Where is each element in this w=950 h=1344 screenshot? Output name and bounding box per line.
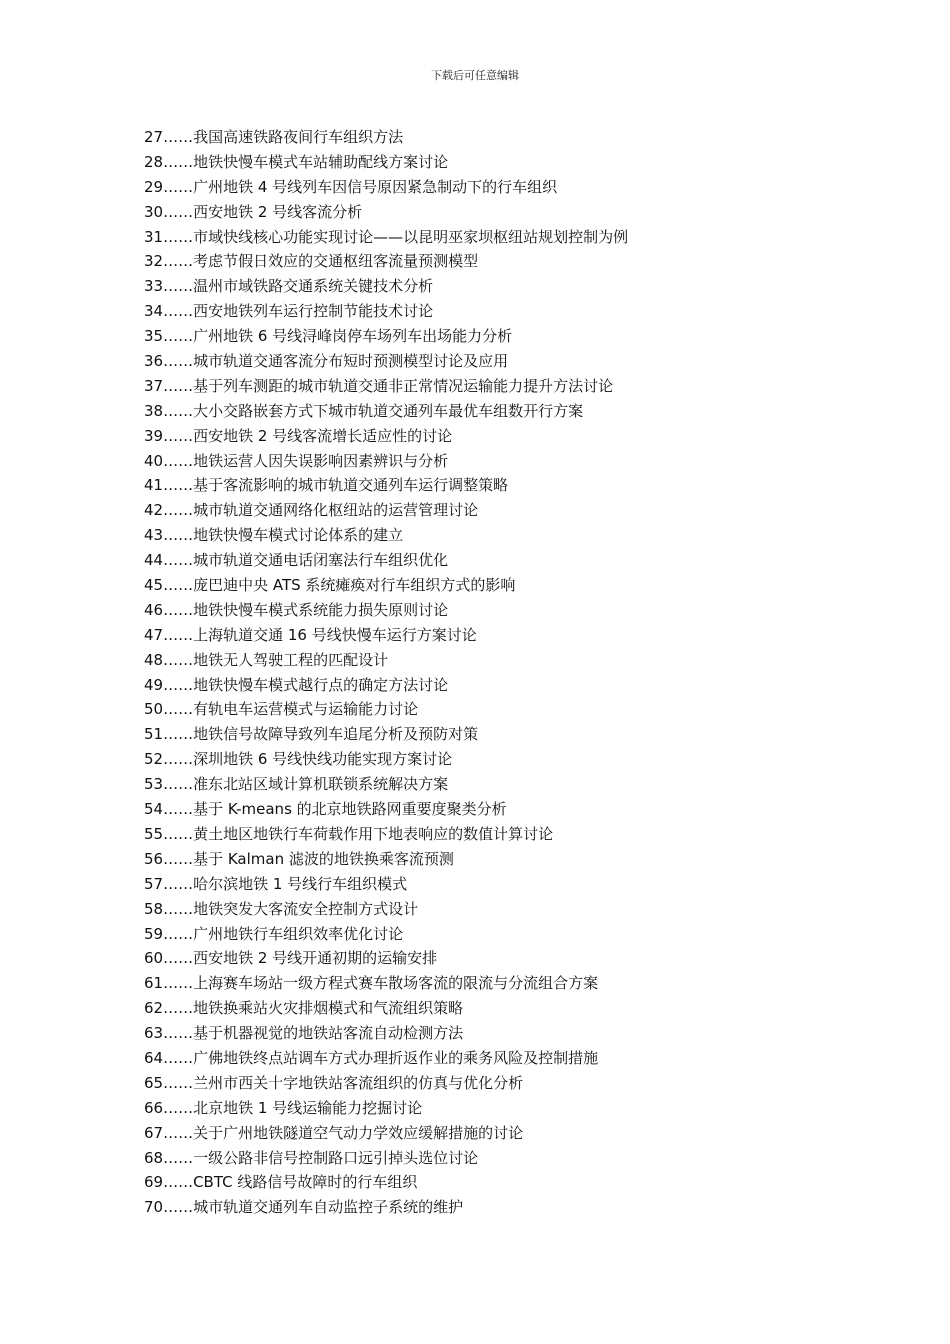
list-item: 42……城市轨道交通网络化枢纽站的运营管理讨论 xyxy=(144,501,479,520)
list-item: 34……西安地铁列车运行控制节能技术讨论 xyxy=(144,302,434,321)
list-item: 49……地铁快慢车模式越行点的确定方法讨论 xyxy=(144,675,449,694)
list-item: 33……温州市域铁路交通系统关键技术分析 xyxy=(144,277,434,296)
list-item: 27……我国高速铁路夜间行车组织方法 xyxy=(144,128,404,146)
list-item: 50……有轨电车运营模式与运输能力讨论 xyxy=(144,700,419,719)
list-item: 46……地铁快慢车模式系统能力损失原则讨论 xyxy=(144,600,449,619)
list-item: 41……基于客流影响的城市轨道交通列车运行调整策略 xyxy=(144,476,509,495)
list-item: 65……兰州市西关十字地铁站客流组织的仿真与优化分析 xyxy=(144,1073,524,1092)
list-item: 56……基于 Kalman 滤波的地铁换乘客流预测 xyxy=(144,849,454,868)
list-item: 43……地铁快慢车模式讨论体系的建立 xyxy=(144,526,404,545)
list-item: 29……广州地铁 4 号线列车因信号原因紧急制动下的行车组织 xyxy=(144,177,558,196)
list-item: 44……城市轨道交通电话闭塞法行车组织优化 xyxy=(144,551,449,570)
list-item: 35……广州地铁 6 号线浔峰岗停车场列车出场能力分析 xyxy=(144,327,513,346)
list-item: 51……地铁信号故障导致列车追尾分析及预防对策 xyxy=(144,725,479,744)
list-item: 28……地铁快慢车模式车站辅助配线方案讨论 xyxy=(144,152,449,171)
list-item: 54……基于 K-means 的北京地铁路网重要度聚类分析 xyxy=(144,800,507,819)
list-item: 67……关于广州地铁隧道空气动力学效应缓解措施的讨论 xyxy=(144,1123,524,1142)
list-item: 57……哈尔滨地铁 1 号线行车组织模式 xyxy=(144,874,408,893)
list-item: 30……西安地铁 2 号线客流分析 xyxy=(144,202,363,221)
list-item: 70……城市轨道交通列车自动监控子系统的维护 xyxy=(144,1198,464,1217)
list-item: 63……基于机器视觉的地铁站客流自动检测方法 xyxy=(144,1024,464,1043)
list-item: 37……基于列车测距的城市轨道交通非正常情况运输能力提升方法讨论 xyxy=(144,376,614,395)
list-item: 52……深圳地铁 6 号线快线功能实现方案讨论 xyxy=(144,750,453,769)
list-item: 53……准东北站区域计算机联锁系统解决方案 xyxy=(144,775,449,794)
list-item: 31……市域快线核心功能实现讨论——以昆明巫家坝枢纽站规划控制为例 xyxy=(144,227,629,246)
list-item: 66……北京地铁 1 号线运输能力挖掘讨论 xyxy=(144,1098,423,1117)
list-item: 69……CBTC 线路信号故障时的行车组织 xyxy=(144,1173,418,1192)
list-item: 62……地铁换乘站火灾排烟模式和气流组织策略 xyxy=(144,999,464,1018)
list-item: 59……广州地铁行车组织效率优化讨论 xyxy=(144,924,404,943)
list-item: 32……考虑节假日效应的交通枢纽客流量预测模型 xyxy=(144,252,479,271)
list-item: 61……上海赛车场站一级方程式赛车散场客流的限流与分流组合方案 xyxy=(144,974,599,993)
list-item: 55……黄土地区地铁行车荷载作用下地表响应的数值计算讨论 xyxy=(144,824,554,843)
list-item: 40……地铁运营人因失误影响因素辨识与分析 xyxy=(144,451,449,470)
topic-list xyxy=(144,125,844,1220)
list-item: 48……地铁无人驾驶工程的匹配设计 xyxy=(144,650,389,669)
page-header: 下载后可任意编辑 xyxy=(431,69,519,82)
list-item: 68……一级公路非信号控制路口远引掉头选位讨论 xyxy=(144,1148,479,1167)
list-item: 58……地铁突发大客流安全控制方式设计 xyxy=(144,899,419,918)
list-item: 45……庞巴迪中央 ATS 系统瘫痪对行车组织方式的影响 xyxy=(144,576,516,595)
list-item: 60……西安地铁 2 号线开通初期的运输安排 xyxy=(144,949,438,968)
list-item: 47……上海轨道交通 16 号线快慢车运行方案讨论 xyxy=(144,625,477,644)
list-item: 38……大小交路嵌套方式下城市轨道交通列车最优车组数开行方案 xyxy=(144,401,584,420)
list-item: 39……西安地铁 2 号线客流增长适应性的讨论 xyxy=(144,426,453,445)
list-item: 64……广佛地铁终点站调车方式办理折返作业的乘务风险及控制措施 xyxy=(144,1048,599,1067)
list-item: 36……城市轨道交通客流分布短时预测模型讨论及应用 xyxy=(144,352,509,371)
